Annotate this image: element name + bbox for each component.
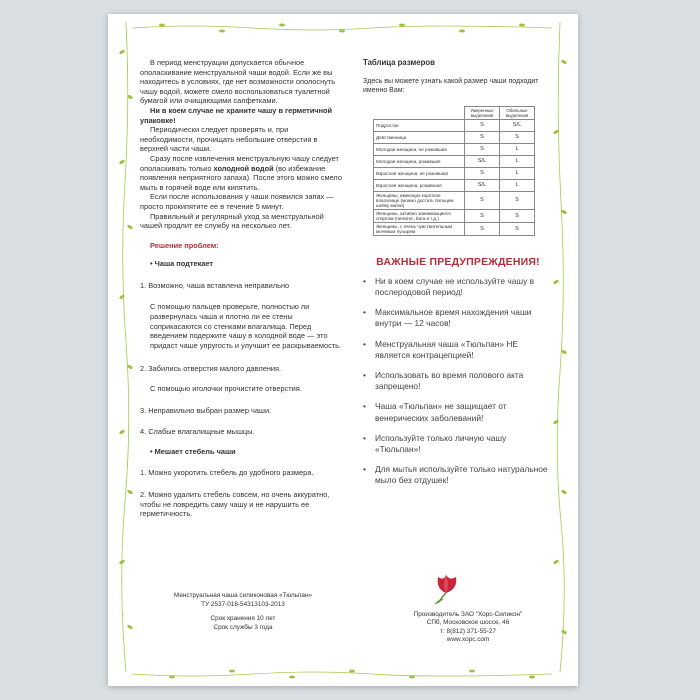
warnings-title: ВАЖНЫЕ ПРЕДУПРЕЖДЕНИЯ! [376, 255, 540, 268]
manufacturer-address: СПб, Московское шоссе, 46 [426, 619, 510, 627]
heavy-size: S [500, 222, 535, 235]
instruction-sheet [108, 14, 578, 686]
service-life: Срок службы 3 года [213, 623, 273, 631]
care-paragraph-4-end: (во избежание появления неприятного запаха). После этого можно смело мыть в горячей воде или кипятить. [140, 163, 342, 192]
warning-text: Максимальное время нахождения чаши внутри — 12 часов! [375, 307, 532, 329]
warning-text: Использовать во время полового акта запрещено! [375, 370, 524, 392]
care-paragraph-5: Если после использования у чаши появился запах — просто прокипятите ее в течение 5 минут. [140, 192, 334, 211]
top-leaf-border [132, 22, 552, 34]
warning-text: Чаша «Тюльпан» не защищает от венерических заболеваний! [375, 401, 507, 423]
row-label: Молодая женщина, рожавшая [374, 155, 465, 167]
product-name: Менструальная чаша силиконовая «Тюльпан» [173, 592, 313, 599]
row-label: Взрослая женщина, не рожавшая [374, 167, 465, 179]
row-label: Женщины, имеющих короткое влагалище (можно достать пальцем шейку матки) [374, 191, 465, 209]
row-label: Взрослая женщина, рожавшая [374, 179, 465, 191]
care-paragraph-4 [140, 154, 342, 192]
problem-stem: • Мешает стебель чаши [150, 446, 236, 456]
cause-2-solution: С помощью иголочки прочистите отверстия. [150, 384, 302, 394]
list-item [363, 339, 553, 361]
row-label: Женщины, активно занимающиеся спортом (пилатес, йога и т.д.) [374, 209, 465, 222]
care-paragraph-6: Правильный и регулярный уход за менструальной чашей продлит ее службу на несколько лет. [140, 211, 324, 231]
cause-3: 3. Неправильно выбран размер чаши. [140, 405, 272, 415]
product-info [148, 592, 338, 632]
table-row [374, 209, 535, 222]
heavy-size: S [500, 209, 535, 222]
list-item [363, 370, 553, 392]
heavy-size: L [500, 179, 535, 191]
manufacturer-info [393, 611, 543, 645]
warnings-list [363, 276, 553, 487]
heavy-size: S [500, 191, 535, 209]
heavy-flow-header: Обильные выделения [500, 106, 535, 119]
moderate-flow-header: Умеренные выделения [465, 106, 500, 119]
row-label: Молодая женщина, не рожавшая [374, 143, 465, 155]
list-item [363, 433, 553, 455]
list-item [363, 276, 553, 298]
table-row [374, 119, 535, 131]
stem-solution-1: 1. Можно укоротить стебель до удобного размера. [140, 468, 314, 478]
tulip-logo-icon [428, 569, 464, 609]
bullet-icon: • [363, 401, 366, 412]
bullet-icon: • [363, 432, 366, 443]
cold-water-emphasis: холодной водой [213, 163, 274, 173]
heavy-size: S/L [500, 119, 535, 131]
size-table-corner [374, 106, 465, 119]
problem-leaking: • Чаша подтекает [150, 259, 214, 269]
warning-text: Менструальная чаша «Тюльпан» НЕ является контрацепцией! [375, 338, 518, 360]
storage-life: Срок хранения 10 лет [210, 615, 276, 623]
care-paragraph-1: В период менструации допускается обычное ополаскивание менструальной чаши водой. Если же вы находитесь в условиях, где нет возможности ополоснуть чашу водой, можете смело воспользоваться туалетной бумагой или очищающими салфетками. [140, 58, 336, 106]
care-paragraph-4-start: Сразу после извлечения менструальную чашу следует ополаскивать только [140, 153, 339, 173]
heavy-size: L [500, 155, 535, 167]
bullet-icon: • [363, 307, 366, 318]
moderate-size: S [465, 191, 500, 209]
row-label: Подростки [374, 119, 465, 131]
care-paragraph-3: Периодически следует проверять и, при необходимости, прочищать небольшие отверстия в верхней части чаши. [140, 125, 318, 154]
manufacturer-phone: т: 8(812) 371-55-27 [440, 627, 496, 635]
moderate-size: S [465, 131, 500, 143]
care-instructions-column [140, 58, 342, 519]
bullet-icon: • [363, 370, 366, 381]
manufacturer-name: Производитель ЗАО "Хорс-Силикон" [413, 611, 523, 618]
moderate-size: S/L [465, 155, 500, 167]
bullet-icon: • [363, 464, 366, 475]
moderate-size: S [465, 222, 500, 235]
list-item [363, 307, 553, 329]
table-row [374, 155, 535, 167]
size-table-header [374, 106, 535, 119]
table-row [374, 167, 535, 179]
heavy-size: S [500, 131, 535, 143]
list-item [363, 401, 553, 423]
size-table-intro: Здесь вы можете узнать какой размер чаши подходит именно Вам: [363, 78, 539, 95]
warning-text: Ни в коем случае не используйте чашу в послеродовой период! [375, 275, 535, 298]
moderate-size: S [465, 167, 500, 179]
left-leaf-border [118, 22, 134, 672]
cause-4: 4. Слабые влагалищные мышцы. [140, 427, 255, 437]
size-table [373, 106, 535, 236]
table-row [374, 143, 535, 155]
list-item [363, 464, 553, 486]
moderate-size: S [465, 143, 500, 155]
warning-text: Используйте только личную чашу «Тюльпан»! [375, 432, 507, 455]
bullet-icon: • [363, 275, 366, 286]
bottom-leaf-border [132, 668, 552, 680]
table-row [374, 191, 535, 209]
moderate-size: S [465, 119, 500, 131]
warning-text: Для мытья используйте только натуральное мыло без отдушек! [375, 464, 548, 486]
sizes-and-warnings-column [363, 58, 553, 496]
table-row [374, 222, 535, 235]
row-label: Девственница [374, 131, 465, 143]
bullet-icon: • [363, 338, 366, 349]
heavy-size: L [500, 143, 535, 155]
manufacturer-website: www.хорс.com [446, 636, 490, 644]
moderate-size: S/L [465, 179, 500, 191]
heavy-size: L [500, 167, 535, 179]
table-row [374, 179, 535, 191]
troubleshooting-title: Решение проблем: [150, 240, 219, 250]
row-label: Женщины, с очень чувствительным мочевым пузырем [374, 222, 465, 235]
table-row [374, 131, 535, 143]
stem-solution-2: 2. Можно удалить стебель совсем, но очень аккуратно, чтобы не повредить саму чашу и не нарушить ее герметичность. [140, 490, 330, 519]
size-table-title: Таблица размеров [363, 58, 435, 67]
product-spec: ТУ 2537-018-54313103-2013 [201, 600, 285, 608]
cause-2: 2. Забились отверстия малого давления. [140, 364, 282, 374]
moderate-size: S [465, 209, 500, 222]
storage-warning: Ни в коем случае не храните чашу в герметичной упаковке! [140, 105, 333, 125]
right-leaf-border [552, 22, 568, 672]
cause-1: 1. Возможно, чаша вставлена неправильно [140, 280, 290, 290]
cause-1-solution: С помощью пальцев проверьте, полностью ли развернулась чаша и плотно ли ее стены соприкасаются со стенками влагалища. Перед введением подержите чашу в холодной воде — это придаст чаше упругость и улучшит ее раскрываемость. [150, 302, 342, 350]
